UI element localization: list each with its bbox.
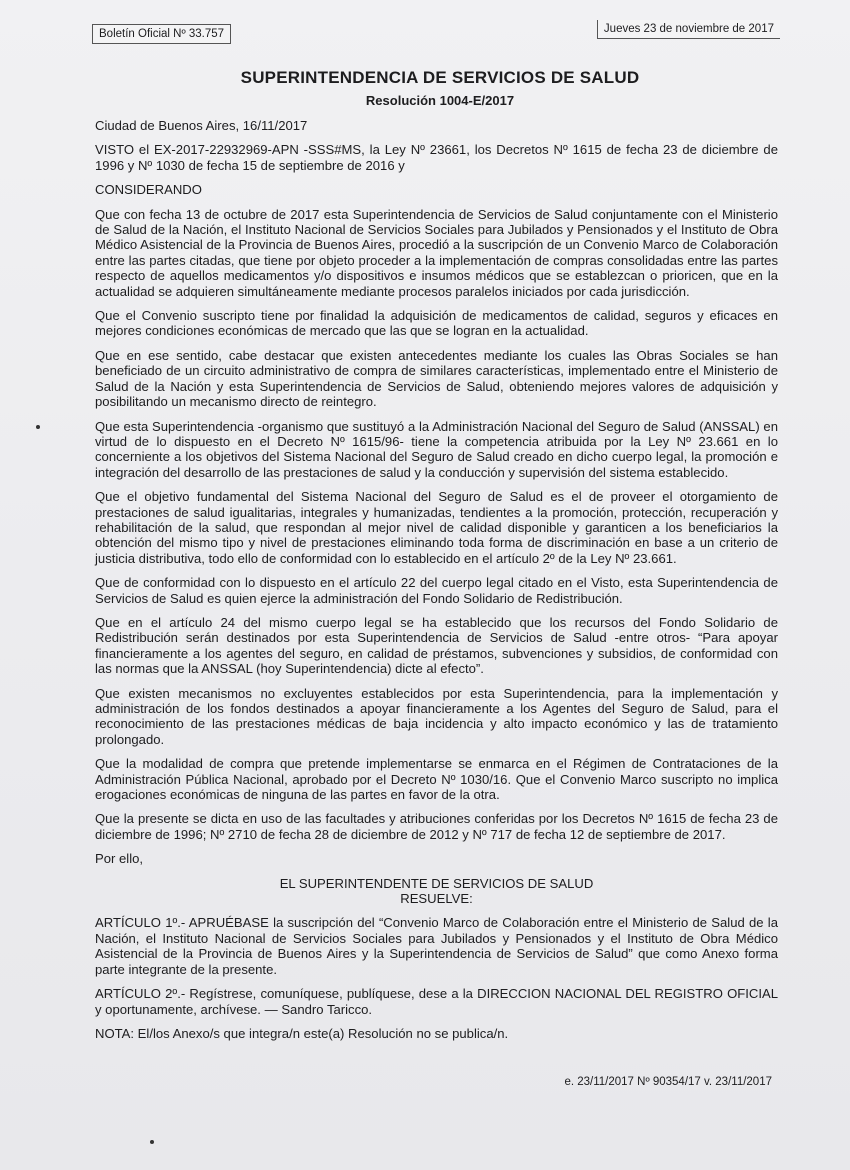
note: NOTA: El/los Anexo/s que integra/n este(a) Resolución no se publica/n. — [95, 1025, 509, 1041]
article-1: ARTÍCULO 1º.- APRUÉBASE la suscripción del “Convenio Marco de Colaboración entre el Ministerio de Salud de la Nación, el Instituto Nacional de Servicios Sociales para Jubilados y Pensionados y el Instituto de Obra Médico Asistencial de la Provincia de Buenos Aires y la Superintendencia de Servicios de Salud” que como Anexo forma parte integrante de la presente. — [95, 915, 778, 977]
paragraph: Que el objetivo fundamental del Sistema Nacional del Seguro de Salud es el de proveer el otorgamiento de prestaciones de salud igualitarias, integrales y humanizadas, tendientes a la promoción, protección, recuperación y rehabilitación de la salud, que respondan al mejor nivel de calidad disponible y garanticen a los beneficiarios la obtención del mismo tipo y nivel de prestaciones eliminando toda forma de discriminación en base a un criterio de justicia distributiva, todo ello de conformidad con lo establecido en el artículo 2º de la Ley Nº 23.661. — [95, 489, 778, 566]
paragraph: Que existen mecanismos no excluyentes establecidos por esta Superintendencia, para la implementación y administración de los fondos destinados a apoyar financieramente a los Agentes del Seguro de Salud, para el reconocimiento de las prestaciones médicas de baja incidencia y alto impacto económico y las de tratamiento prolongado. — [95, 685, 778, 747]
scan-speck — [36, 425, 40, 429]
visto-paragraph: VISTO el EX-2017-22932969-APN -SSS#MS, la Ley Nº 23661, los Decretos Nº 1615 de fecha 23 de diciembre de 1996 y Nº 1030 de fecha 15 de septiembre de 2016 y — [95, 142, 778, 173]
paragraph: Que la modalidad de compra que pretende implementarse se enmarca en el Régimen de Contrataciones de la Administración Pública Nacional, aprobado por el Decreto Nº 1030/16. Que el Convenio Marco suscripto no implica erogaciones económicas de ninguna de las partes en favor de la otra. — [95, 756, 778, 803]
por-ello: Por ello, — [95, 851, 144, 867]
paragraph: Que con fecha 13 de octubre de 2017 esta Superintendencia de Servicios de Salud conjuntamente con el Ministerio de Salud de la Nación, el Instituto Nacional de Servicios Sociales para Jubilados y Pensionados y el Instituto de Obra Médico Asistencial de la Provincia de Buenos Aires, procedió a la suscripción de un Convenio Marco de Colaboración entre las partes citadas, que tiene por objeto proceder a la implementación de compras consolidadas entre las partes respecto de aquellos medicamentos y/o dispositivos e insumos médicos que se establezcan o prioricen, que en la actualidad se adquieren simultáneamente mediante procesos paralelos iniciados por cada jurisdicción. — [95, 206, 778, 299]
paragraph: Que en ese sentido, cabe destacar que existen antecedentes mediante los cuales las Obras Sociales se han beneficiado de un circuito administrativo de compra de similares características, implementado entre el Ministerio de Salud de la Nación y esta Superintendencia de Servicios de Salud, obteniendo mejores valores de adquisición y posibilitando un mecanismo directo de reintegro. — [95, 347, 778, 410]
paragraph: Que en el artículo 24 del mismo cuerpo legal se ha establecido que los recursos del Fondo Solidario de Redistribución serán destinados por esta Superintendencia de Servicios de Salud -entre otros- “Para apoyar financieramente a los agentes del seguro, en calidad de préstamos, subvenciones y subsidios, de conformidad con las normas que la ANSSAL (hoy Superintendencia) dicte al efecto”. — [95, 614, 778, 677]
scan-speck — [150, 1140, 154, 1144]
resolution-number: Resolución 1004-E/2017 — [365, 93, 515, 108]
paragraph: Que de conformidad con lo dispuesto en el artículo 22 del cuerpo legal citado en el Visto, esta Superintendencia de Servicios de Salud es quien ejerce la administración del Fondo Solidario de Redistribución. — [95, 575, 778, 606]
document-title: SUPERINTENDENCIA DE SERVICIOS DE SALUD — [240, 68, 640, 87]
document-body — [95, 118, 778, 1050]
bulletin-date: Jueves 23 de noviembre de 2017 — [597, 20, 780, 39]
publication-reference: e. 23/11/2017 Nº 90354/17 v. 23/11/2017 — [564, 1076, 772, 1088]
city-date: Ciudad de Buenos Aires, 16/11/2017 — [95, 118, 308, 133]
considerando-heading: CONSIDERANDO — [95, 182, 202, 198]
article-2: ARTÍCULO 2º.- Regístrese, comuníquese, publíquese, dese a la DIRECCION NACIONAL DEL REGISTRO OFICIAL y oportunamente, archívese. — Sandro Taricco. — [95, 986, 778, 1017]
paragraph: Que el Convenio suscripto tiene por finalidad la adquisición de medicamentos de calidad, seguros y eficaces en mejores condiciones económicas de mercado que las que se logran en la actualidad. — [95, 308, 778, 339]
paragraph: Que esta Superintendencia -organismo que sustituyó a la Administración Nacional del Seguro de Salud (ANSSAL) en virtud de lo dispuesto en el Decreto Nº 1615/96- tiene la competencia atribuida por la Ley Nº 23.661 en lo concerniente a los objetivos del Sistema Nacional del Seguro de Salud creado en dicho cuerpo legal, la promoción e integración del desarrollo de las prestaciones de salud y la conducción y supervisión del sistema establecido. — [95, 418, 778, 480]
bulletin-number: Boletín Oficial Nº 33.757 — [92, 24, 231, 44]
resuelve-heading: RESUELVE: — [400, 891, 473, 907]
paragraph: Que la presente se dicta en uso de las facultades y atribuciones conferidas por los Decretos Nº 1615 de fecha 23 de diciembre de 1996; Nº 2710 de fecha 28 de diciembre de 2012 y Nº 717 de fecha 12 de septiembre de 2017. — [95, 811, 778, 842]
authority-heading: EL SUPERINTENDENTE DE SERVICIOS DE SALUD — [279, 875, 594, 891]
